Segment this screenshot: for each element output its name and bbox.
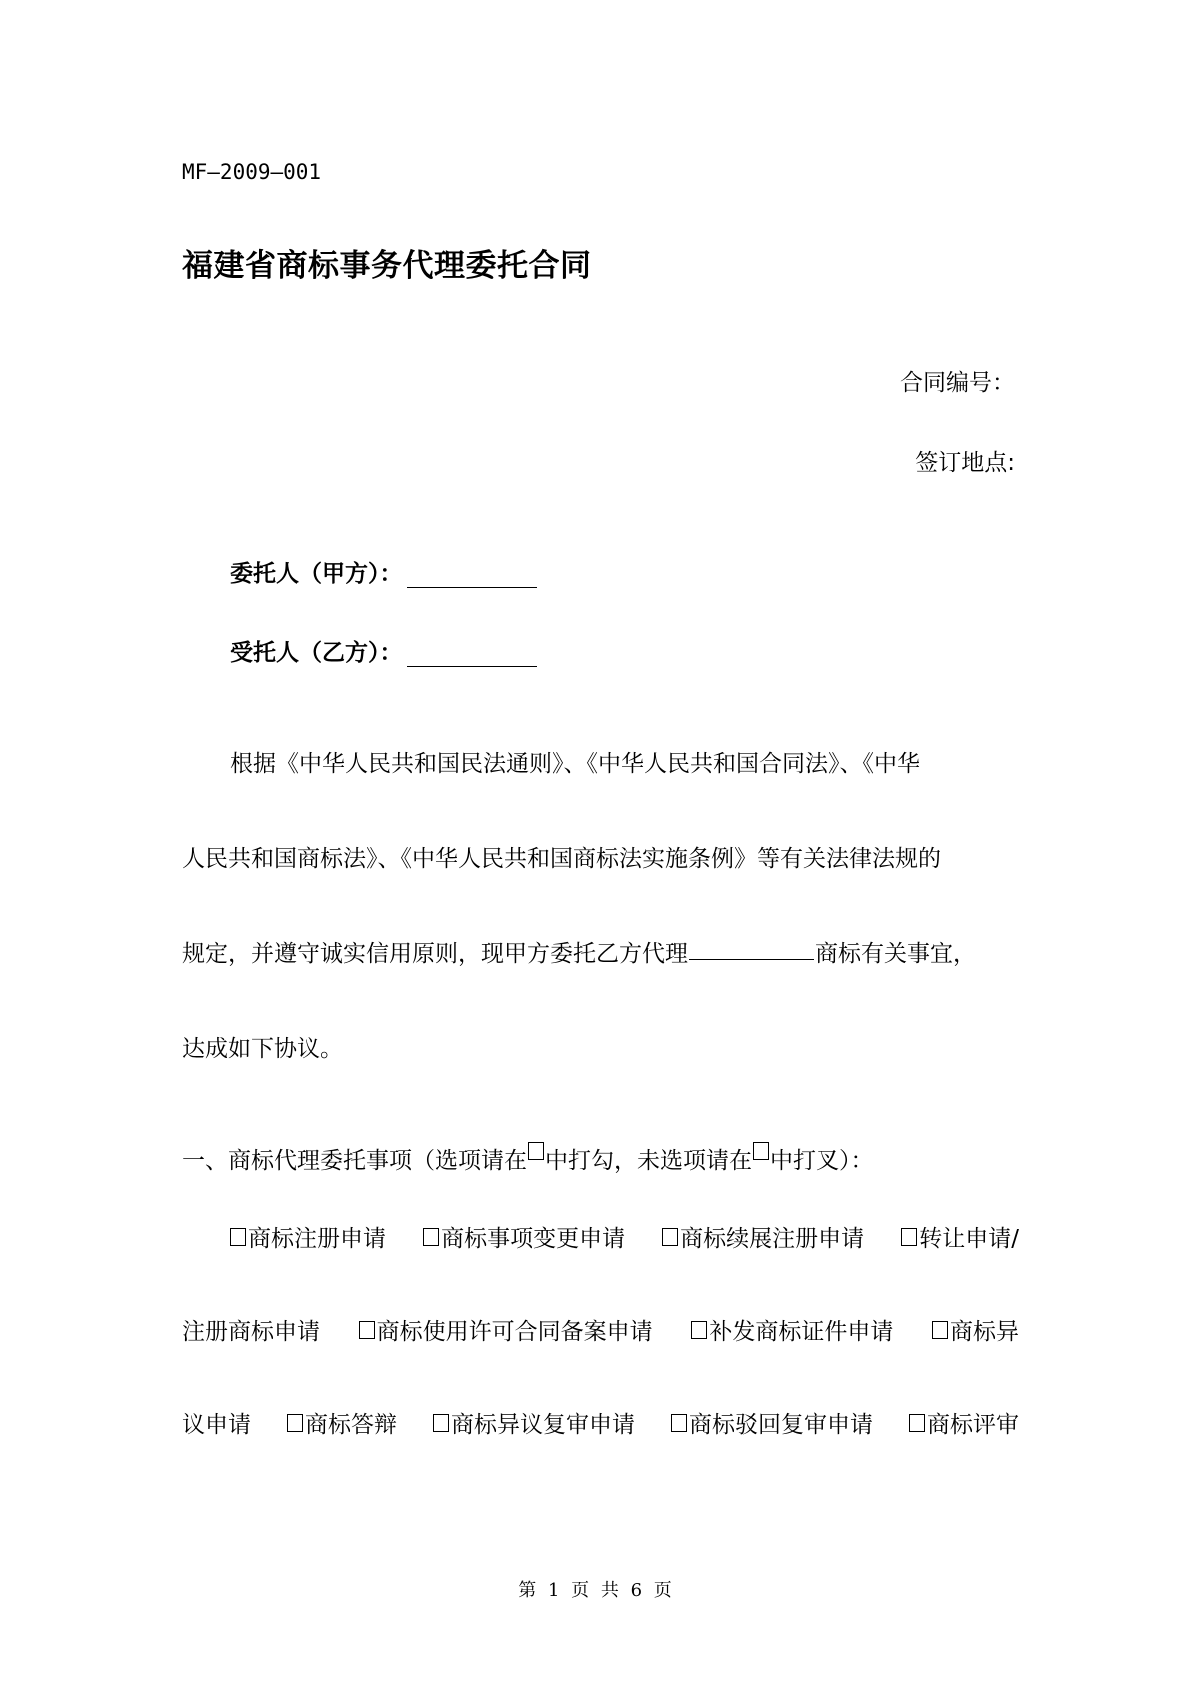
checkbox-icon[interactable] [230,1228,246,1246]
options-row-2 [182,1313,1019,1346]
agent-party-label: 受托人（乙方）： [230,640,403,666]
checkbox-icon[interactable] [691,1321,707,1339]
checkbox-icon[interactable] [662,1228,678,1246]
checkbox-icon[interactable] [423,1228,439,1246]
checkbox-icon[interactable] [359,1321,375,1339]
sign-place-label: 签订地点: [915,450,1015,476]
intro-paragraph-line-3 [182,935,1019,968]
option-defense[interactable] [287,1406,397,1439]
checkbox-sample-icon [753,1142,769,1160]
agent-party-blank[interactable] [407,640,537,667]
page-footer: 第 1 页 共 6 页 [518,1580,672,1601]
options-row-2-lead: 注册商标申请 [182,1319,320,1345]
options-row-3-lead: 议申请 [182,1412,251,1438]
option-label: 商标评审 [927,1412,1019,1438]
intro-line-4-text: 达成如下协议。 [182,1036,343,1062]
checkbox-icon[interactable] [901,1228,917,1246]
checkbox-icon[interactable] [433,1414,449,1432]
section-1-heading-part-1: 一、商标代理委托事项（选项请在 [182,1148,527,1174]
intro-line-3-after: 商标有关事宜， [815,941,976,967]
checkbox-icon[interactable] [932,1321,948,1339]
intro-line-1-text: 根据《中华人民共和国民法通则》、《中华人民共和国合同法》、《中华 [230,751,920,777]
option-trademark-review[interactable] [909,1406,1019,1439]
option-trademark-renewal[interactable] [662,1220,864,1253]
contract-number-label: 合同编号： [900,370,1015,396]
checkbox-sample-icon [528,1142,544,1160]
option-reissue-certificate[interactable] [691,1313,893,1346]
option-opposition[interactable] [932,1313,1019,1346]
trademark-name-blank[interactable] [689,935,814,960]
checkbox-icon[interactable] [671,1414,687,1432]
option-label: 商标驳回复审申请 [689,1412,873,1438]
agent-party-line [230,634,537,667]
option-transfer[interactable] [901,1220,1019,1253]
option-label: 转让申请/ [919,1226,1019,1252]
option-label: 商标使用许可合同备案申请 [376,1319,653,1345]
intro-paragraph-line-2 [182,840,1019,873]
options-row-3 [182,1406,1019,1439]
option-label: 商标答辩 [305,1412,397,1438]
document-title: 福建省商标事务代理委托合同 [182,248,592,284]
intro-paragraph-line-1 [230,745,1019,778]
option-trademark-change[interactable] [423,1220,625,1253]
option-license-filing[interactable] [359,1313,653,1346]
principal-party-line [230,555,537,588]
option-trademark-registration[interactable] [230,1220,386,1253]
principal-party-blank[interactable] [407,561,537,588]
section-1-heading-part-2: 中打勾，未选项请在 [545,1148,752,1174]
options-row-1 [230,1220,1019,1253]
option-label: 商标事项变更申请 [441,1226,626,1252]
option-label: 补发商标证件申请 [709,1319,894,1345]
option-opposition-review[interactable] [433,1406,635,1439]
checkbox-icon[interactable] [909,1414,925,1432]
option-label: 商标异议复审申请 [451,1412,635,1438]
intro-paragraph-line-4 [182,1030,1019,1063]
checkbox-icon[interactable] [287,1414,303,1432]
option-label: 商标注册申请 [248,1226,386,1252]
intro-line-2-text: 人民共和国商标法》、《中华人民共和国商标法实施条例》等有关法律法规的 [182,846,941,872]
section-1-heading [182,1142,1019,1175]
section-1-heading-part-3: 中打叉）： [770,1148,874,1174]
intro-line-3-before: 规定，并遵守诚实信用原则，现甲方委托乙方代理 [182,941,688,967]
option-rejection-review[interactable] [671,1406,873,1439]
option-label: 商标续展注册申请 [680,1226,865,1252]
principal-party-label: 委托人（甲方）： [230,561,403,587]
document-code: MF—2009—001 [182,160,322,184]
option-label: 商标异 [949,1319,1019,1345]
